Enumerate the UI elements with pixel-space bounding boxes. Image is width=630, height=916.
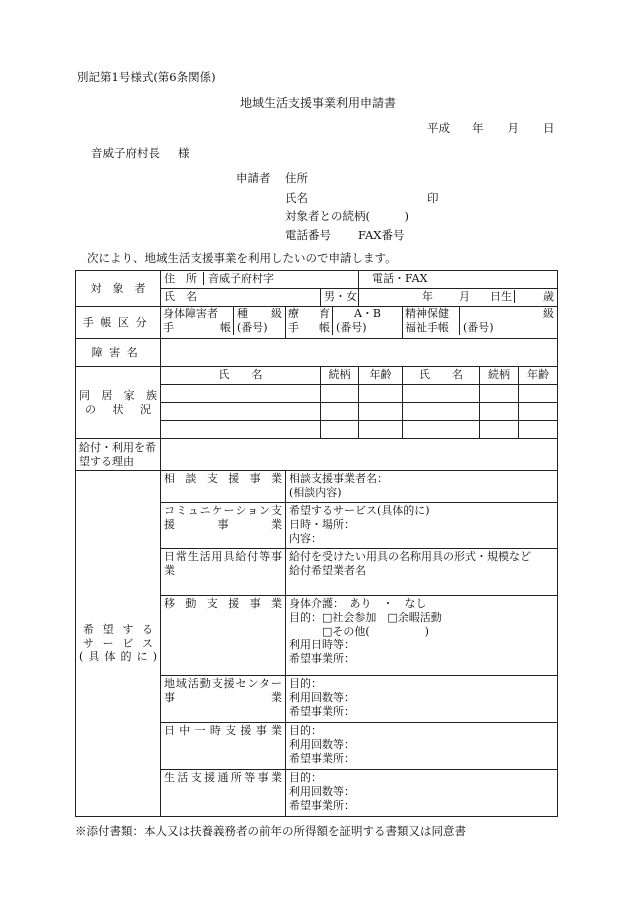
ryoiku-1: 療 育: [288, 307, 330, 320]
family-col-relation-left: 続柄: [321, 367, 359, 385]
detail-line: 利用回数等：: [289, 784, 355, 798]
ryoiku-2: 手 帳: [288, 320, 330, 334]
detail-line: 目的：: [289, 771, 322, 784]
reason-label: 給付・利用を希望する理由: [76, 439, 161, 471]
service-label-3: (具体的に): [79, 650, 157, 664]
family-col-name-left: 氏 名: [161, 367, 321, 385]
disability-label: [76, 339, 161, 367]
family-col-age-right: 年齢: [519, 367, 558, 385]
detail-line: 利用回数等：: [289, 690, 355, 704]
physical-handbook-cell[interactable]: [161, 307, 286, 339]
sex-options: 男・女: [324, 290, 357, 303]
family-col-name-right: 氏 名: [403, 367, 480, 385]
application-table: [75, 270, 558, 817]
service-communication-detail[interactable]: [286, 503, 558, 549]
service-daytime-name: 日中一時支援事業: [164, 724, 282, 737]
tel-fax-cell[interactable]: [359, 271, 558, 289]
detail-line: 利用回数等：: [289, 737, 355, 751]
date-year: 年: [472, 121, 484, 135]
service-communication-name-2: 援 事 業: [164, 517, 282, 531]
family-label: [76, 367, 161, 439]
birth-month: 月: [459, 290, 471, 303]
detail-line: 目的：□社会参加 □余暇活動: [289, 610, 442, 624]
physical-grade: 種 級: [237, 307, 282, 320]
subject-label-text: 対 象 者: [90, 281, 146, 295]
detail-line: 希望事業所：: [289, 751, 355, 765]
physical-handbook-2: 手 帳: [163, 320, 231, 334]
applicant-fax: FAX番号: [358, 228, 405, 242]
date-line: [427, 122, 555, 136]
detail-line: 希望事業所：: [289, 704, 355, 718]
address-prefix: 音威子府村字: [203, 272, 274, 285]
applicant-name: 氏名: [285, 191, 308, 205]
birth-day: 日生: [490, 290, 515, 303]
subject-name-cell[interactable]: [161, 289, 321, 307]
mental-2: 福祉手帳: [405, 320, 449, 334]
applicant-relation: 対象者との続柄( ): [285, 209, 409, 223]
date-era: 平成: [427, 121, 450, 135]
service-label-1: 希望する: [83, 622, 153, 636]
seal-mark: 印: [427, 191, 439, 205]
applicant-phone: 電話番号: [285, 228, 331, 242]
date-month: 月: [507, 121, 519, 135]
detail-line: 利用日時等：: [289, 638, 355, 652]
service-activity-name-1: 地域活動支援センター: [164, 677, 282, 690]
family-col-relation-right: 続柄: [480, 367, 519, 385]
service-daytime: [161, 723, 286, 770]
address-label: 住 所: [164, 272, 197, 285]
birth-age: 歳: [543, 290, 555, 303]
service-equipment-name-1: 日常生活用具給付等事: [164, 550, 282, 563]
service-soudan: [161, 471, 286, 503]
detail-line: □その他( ): [289, 624, 429, 638]
service-day-support: [161, 770, 286, 817]
detail-line: (相談内容): [289, 485, 342, 499]
service-activity-center: [161, 676, 286, 723]
family-label-1: 同居家族: [79, 388, 157, 402]
subject-label: [76, 271, 161, 307]
birthdate-cell[interactable]: [359, 289, 558, 307]
form-reference: 別記第1号様式(第6条関係): [77, 70, 216, 84]
physical-handbook-1: 身体障害者: [163, 307, 218, 320]
addressee: [91, 147, 190, 161]
honorific: 様: [178, 146, 190, 160]
service-equipment-name-2: 業: [164, 563, 175, 577]
detail-line: 希望事業所：: [289, 798, 355, 812]
applicant-address: 住所: [285, 171, 308, 185]
detail-line: 内容：: [289, 531, 322, 545]
service-equipment: [161, 549, 286, 596]
address-cell[interactable]: [161, 271, 359, 289]
service-soudan-name: 相談支援事業: [164, 472, 282, 485]
service-day-support-name: 生活支援通所等事業: [164, 771, 282, 784]
ryoiku-number: (番号): [336, 320, 367, 334]
disability-value[interactable]: [161, 339, 558, 367]
service-mobility-detail[interactable]: [286, 596, 558, 676]
applicant-label: 申請者: [236, 171, 271, 185]
mental-1: 精神保健: [405, 307, 449, 320]
handbook-label-text: 手帳区分: [82, 315, 154, 329]
service-communication: [161, 503, 286, 549]
physical-number: (番号): [237, 320, 268, 334]
detail-line: 給付を受けたい用具の名称用具の形式・規模など: [289, 550, 531, 563]
name-label: 氏 名: [164, 290, 197, 303]
detail-line: 相談支援事業者名：: [289, 472, 388, 485]
ryoiku-handbook-cell[interactable]: [286, 307, 403, 339]
detail-line: 希望事業所：: [289, 652, 355, 665]
footer-note: ※添付書類：本人又は扶養義務者の前年の所得額を証明する書類又は同意書: [75, 824, 466, 838]
service-label-2: サービス: [83, 636, 153, 650]
reason-value[interactable]: [161, 439, 558, 471]
detail-line: 希望するサービス(具体的に): [289, 504, 430, 517]
family-label-2: の状況: [85, 402, 151, 416]
service-label: [76, 471, 161, 817]
ryoiku-ab: A・B: [353, 307, 382, 320]
service-communication-name-1: コミュニケーション支: [164, 504, 282, 517]
birth-year: 年: [422, 290, 434, 303]
service-mobility: [161, 596, 286, 676]
sex-cell[interactable]: [321, 289, 359, 307]
disability-label-text: 障害名: [91, 345, 145, 359]
service-activity-name-2: 事 業: [164, 690, 282, 704]
mental-handbook-cell[interactable]: [403, 307, 558, 339]
family-col-age-left: 年齢: [359, 367, 403, 385]
detail-line: 日時・場所：: [289, 517, 355, 531]
detail-line: 給付希望業者名: [289, 563, 366, 577]
handbook-label: [76, 307, 161, 339]
mental-number: (番号): [463, 320, 494, 334]
detail-line: 目的：: [289, 677, 322, 690]
mental-grade: 級: [543, 307, 555, 320]
service-mobility-name: 移動支援事業: [164, 597, 282, 610]
tel-fax-label: 電話・FAX: [372, 272, 428, 285]
service-activity-detail[interactable]: [286, 676, 558, 723]
document-title: 地域生活支援事業利用申請書: [240, 96, 397, 110]
detail-line: 身体介護： あり ・ なし: [289, 597, 427, 610]
service-daytime-detail[interactable]: [286, 723, 558, 770]
service-day-support-detail[interactable]: [286, 770, 558, 817]
detail-line: 目的：: [289, 724, 322, 737]
date-day: 日: [543, 121, 555, 135]
service-soudan-detail[interactable]: [286, 471, 558, 503]
intro-text: 次により、地域生活支援事業を利用したいので申請します。: [87, 251, 397, 265]
addressee-name: 音威子府村長: [91, 146, 160, 160]
service-equipment-detail[interactable]: [286, 549, 558, 596]
